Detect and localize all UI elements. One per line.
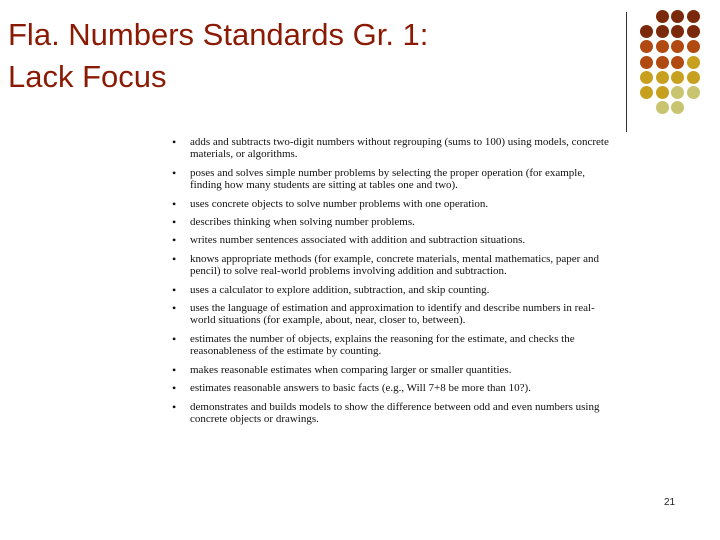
decorative-dot: [656, 10, 669, 23]
decorative-dot: [687, 71, 700, 84]
decorative-dot: [656, 25, 669, 38]
list-item: [172, 198, 612, 210]
bullet-icon: •: [172, 196, 177, 211]
list-item: [172, 253, 612, 278]
list-item: [172, 234, 612, 246]
decorative-dot: [640, 86, 653, 99]
list-item-text: estimates the number of objects, explains the reasoning for the estimate, and checks the reasonableness of the estimate by counting.: [190, 332, 575, 358]
decorative-dot: [687, 56, 700, 69]
bullet-icon: •: [172, 362, 177, 377]
standards-list: [172, 136, 612, 431]
decorative-dot: [656, 40, 669, 53]
decorative-dot: [671, 71, 684, 84]
list-item-text: describes thinking when solving number problems.: [190, 216, 415, 229]
list-item: [172, 364, 612, 376]
list-item: [172, 216, 612, 228]
decorative-dot: [687, 25, 700, 38]
decorative-dot: [640, 56, 653, 69]
decorative-dot: [687, 10, 700, 23]
list-item: [172, 136, 612, 161]
slide-title: [8, 14, 428, 98]
list-item-text: uses a calculator to explore addition, subtraction, and skip counting.: [190, 283, 490, 296]
bullet-icon: •: [172, 215, 177, 230]
bullet-icon: •: [172, 331, 177, 346]
bullet-icon: •: [172, 301, 177, 316]
title-line-1: Fla. Numbers Standards Gr. 1:: [8, 17, 429, 52]
title-line-2: Lack Focus: [8, 59, 167, 94]
bullet-icon: •: [172, 233, 177, 248]
decorative-dot: [640, 40, 653, 53]
decorative-dot-grid-icon: [640, 10, 710, 110]
decorative-dot: [656, 71, 669, 84]
bullet-icon: •: [172, 165, 177, 180]
bullet-icon: •: [172, 399, 177, 414]
list-item-text: demonstrates and builds models to show the difference between odd and even numbers using concrete objects or drawings.: [190, 400, 600, 425]
decorative-dot: [687, 40, 700, 53]
title-divider: [626, 12, 627, 132]
list-item-text: makes reasonable estimates when comparing larger or smaller quantities.: [190, 363, 512, 376]
list-item-text: knows appropriate methods (for example, concrete materials, mental mathematics, paper and pencil) to solve real-world problems involving addition and subtraction.: [190, 252, 599, 278]
list-item: [172, 333, 612, 358]
bullet-icon: •: [172, 282, 177, 297]
list-item: [172, 284, 612, 296]
list-item: [172, 401, 612, 426]
list-item-text: uses the language of estimation and approximation to identify and describe numbers in real-world situations (for example, about, near, closer to, between).: [190, 302, 595, 327]
list-item-text: writes number sentences associated with addition and subtraction situations.: [190, 234, 526, 247]
list-item: [172, 302, 612, 327]
decorative-dot: [640, 25, 653, 38]
decorative-dot: [671, 101, 684, 114]
list-item-text: uses concrete objects to solve number problems with one operation.: [190, 197, 489, 210]
page-number: 21: [664, 497, 676, 508]
bullet-icon: •: [172, 381, 177, 396]
decorative-dot: [671, 56, 684, 69]
bullet-icon: •: [172, 251, 177, 266]
bullet-icon: •: [172, 135, 177, 149]
list-item-text: poses and solves simple number problems by selecting the proper operation (for example, finding how many students are sitting at tables one and two).: [190, 166, 585, 192]
decorative-dot: [671, 86, 684, 99]
decorative-dot: [656, 86, 669, 99]
decorative-dot: [656, 101, 669, 114]
decorative-dot: [640, 71, 653, 84]
decorative-dot: [656, 56, 669, 69]
decorative-dot: [671, 25, 684, 38]
list-item: [172, 382, 612, 394]
decorative-dot: [671, 10, 684, 23]
list-item-text: adds and subtracts two-digit numbers without regrouping (sums to 100) using models, concrete materials, or algorithms.: [190, 136, 609, 161]
list-item: [172, 167, 612, 192]
decorative-dot: [687, 86, 700, 99]
decorative-dot: [671, 40, 684, 53]
list-item-text: estimates reasonable answers to basic facts (e.g., Will 7+8 be more than 10?).: [190, 382, 531, 395]
